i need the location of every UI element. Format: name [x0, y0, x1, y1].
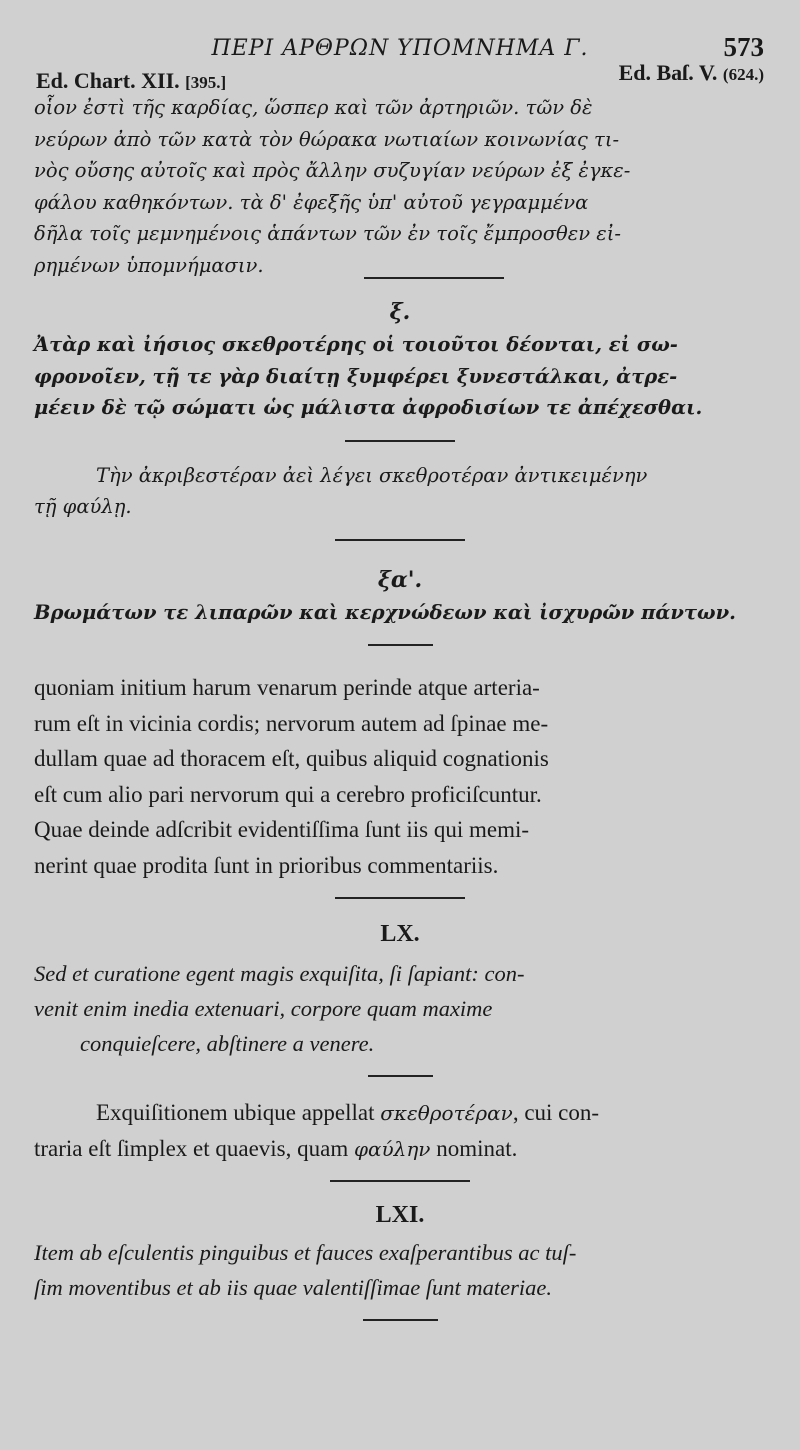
greek-commentary — [34, 460, 766, 523]
divider — [363, 1319, 438, 1321]
text-line: νὸς οὔσης αὐτοῖς καὶ πρὸς ἄλλην συζυγίαν νεύρων ἐξ ἐγκε- — [34, 159, 631, 182]
text-line: nerint quae prodita ſunt in prioribus commentariis. — [34, 852, 499, 878]
hippocrates-text — [34, 597, 766, 629]
latin-commentary — [34, 1095, 766, 1166]
greek-term: σκεθροτέραν — [380, 1101, 513, 1125]
divider — [335, 897, 465, 899]
text-line: ſim moventibus et ab iis quae valentiſſimae ſunt materiae. — [34, 1275, 553, 1300]
section-number: ξα'. — [377, 566, 423, 593]
text-line: φάλου καθηκόντων. τὰ δ' ἐφεξῆς ὑπ' αὐτοῦ γεγραμμένα — [34, 190, 589, 214]
hippocrates-text-latin — [34, 1235, 766, 1305]
divider — [345, 440, 455, 442]
section-number: LX. — [380, 921, 420, 947]
edition-reference-row — [34, 60, 766, 98]
divider — [364, 277, 504, 279]
text-line: Ἀτὰρ καὶ ἰήσιος σκεθροτέρης οἱ τοιοῦτοι δέονται, εἰ σω- — [34, 333, 678, 356]
text-line: Sed et curatione egent magis exquiſita, ſi ſapiant: con- — [34, 961, 525, 986]
text-line: δῆλα τοῖς μεμνημένοις ἁπάντων τῶν ἐν τοῖς ἔμπροσθεν εἰ- — [34, 222, 622, 245]
running-title: ΠΕΡΙ ΑΡΘΡΩΝ ΥΠΟΜΝΗΜΑ Γ. — [211, 36, 589, 61]
text-line: rum eſt in vicinia cordis; nervorum autem ad ſpinae me- — [34, 710, 549, 736]
text-line: οἷον ἐστὶ τῆς καρδίας, ὥσπερ καὶ τῶν ἀρτηριῶν. τῶν δὲ — [34, 96, 593, 119]
hippocrates-text-latin — [34, 956, 766, 1061]
text-line: Βρωμάτων τε λιπαρῶν καὶ κερχνώδεων καὶ ἰσχυρῶν πάντων. — [34, 600, 736, 624]
divider — [330, 1180, 470, 1182]
text-line: venit enim inedia extenuari, corpore quam maxime — [34, 996, 493, 1021]
text-line: μέειν δὲ τῷ σώματι ὡς μάλιστα ἀφροδισίων τε ἀπέχεσθαι. — [34, 396, 703, 419]
text-line: Item ab eſculentis pinguibus et fauces exaſperantibus ac tuſ- — [34, 1240, 577, 1265]
text-line: eſt cum alio pari nervorum qui a cerebro proficiſcuntur. — [34, 781, 542, 807]
divider — [335, 539, 465, 541]
text-line: Quae deinde adſcribit evidentiſſima ſunt iis qui memi- — [34, 817, 530, 842]
text-line: τῇ φαύλῃ. — [34, 495, 132, 518]
text-line: Exquiſitionem ubique appellat σκεθροτέραν, cui con- — [96, 1100, 600, 1125]
edition-chartier-ref: Ed. Chart. XII. [395.] — [36, 68, 227, 93]
text-line: ρημένων ὑπομνήμασιν. — [34, 253, 264, 277]
hippocrates-text — [34, 329, 766, 424]
divider — [368, 644, 433, 646]
divider — [368, 1075, 433, 1077]
greek-commentary — [34, 92, 766, 281]
text-line: φρονοῖεν, τῇ τε γὰρ διαίτῃ ξυμφέρει ξυνεστάλκαι, ἀτρε- — [34, 364, 678, 388]
text-line: traria eſt ſimplex et quaevis, quam φαύλην nominat. — [34, 1135, 518, 1161]
edition-basel-ref: Ed. Baſ. V. (624.) — [618, 60, 764, 85]
latin-commentary — [34, 670, 766, 883]
text-line: quoniam initium harum venarum perinde atque arteria- — [34, 675, 540, 700]
text-line: Τὴν ἀκριβεστέραν ἀεὶ λέγει σκεθροτέραν ἀντικειμένην — [96, 463, 648, 487]
text-line: dullam quae ad thoracem eſt, quibus aliquid cognationis — [34, 746, 549, 771]
text-line: νεύρων ἀπὸ τῶν κατὰ τὸν θώρακα νωτιαίων κοινωνίας τι- — [34, 127, 620, 151]
page-number: 573 — [723, 32, 764, 62]
section-number: LXI. — [375, 1202, 425, 1228]
text-line: conquieſcere, abſtinere a venere. — [80, 1031, 375, 1056]
section-number: ξ. — [389, 299, 411, 325]
greek-term: φαύλην — [353, 1136, 431, 1161]
